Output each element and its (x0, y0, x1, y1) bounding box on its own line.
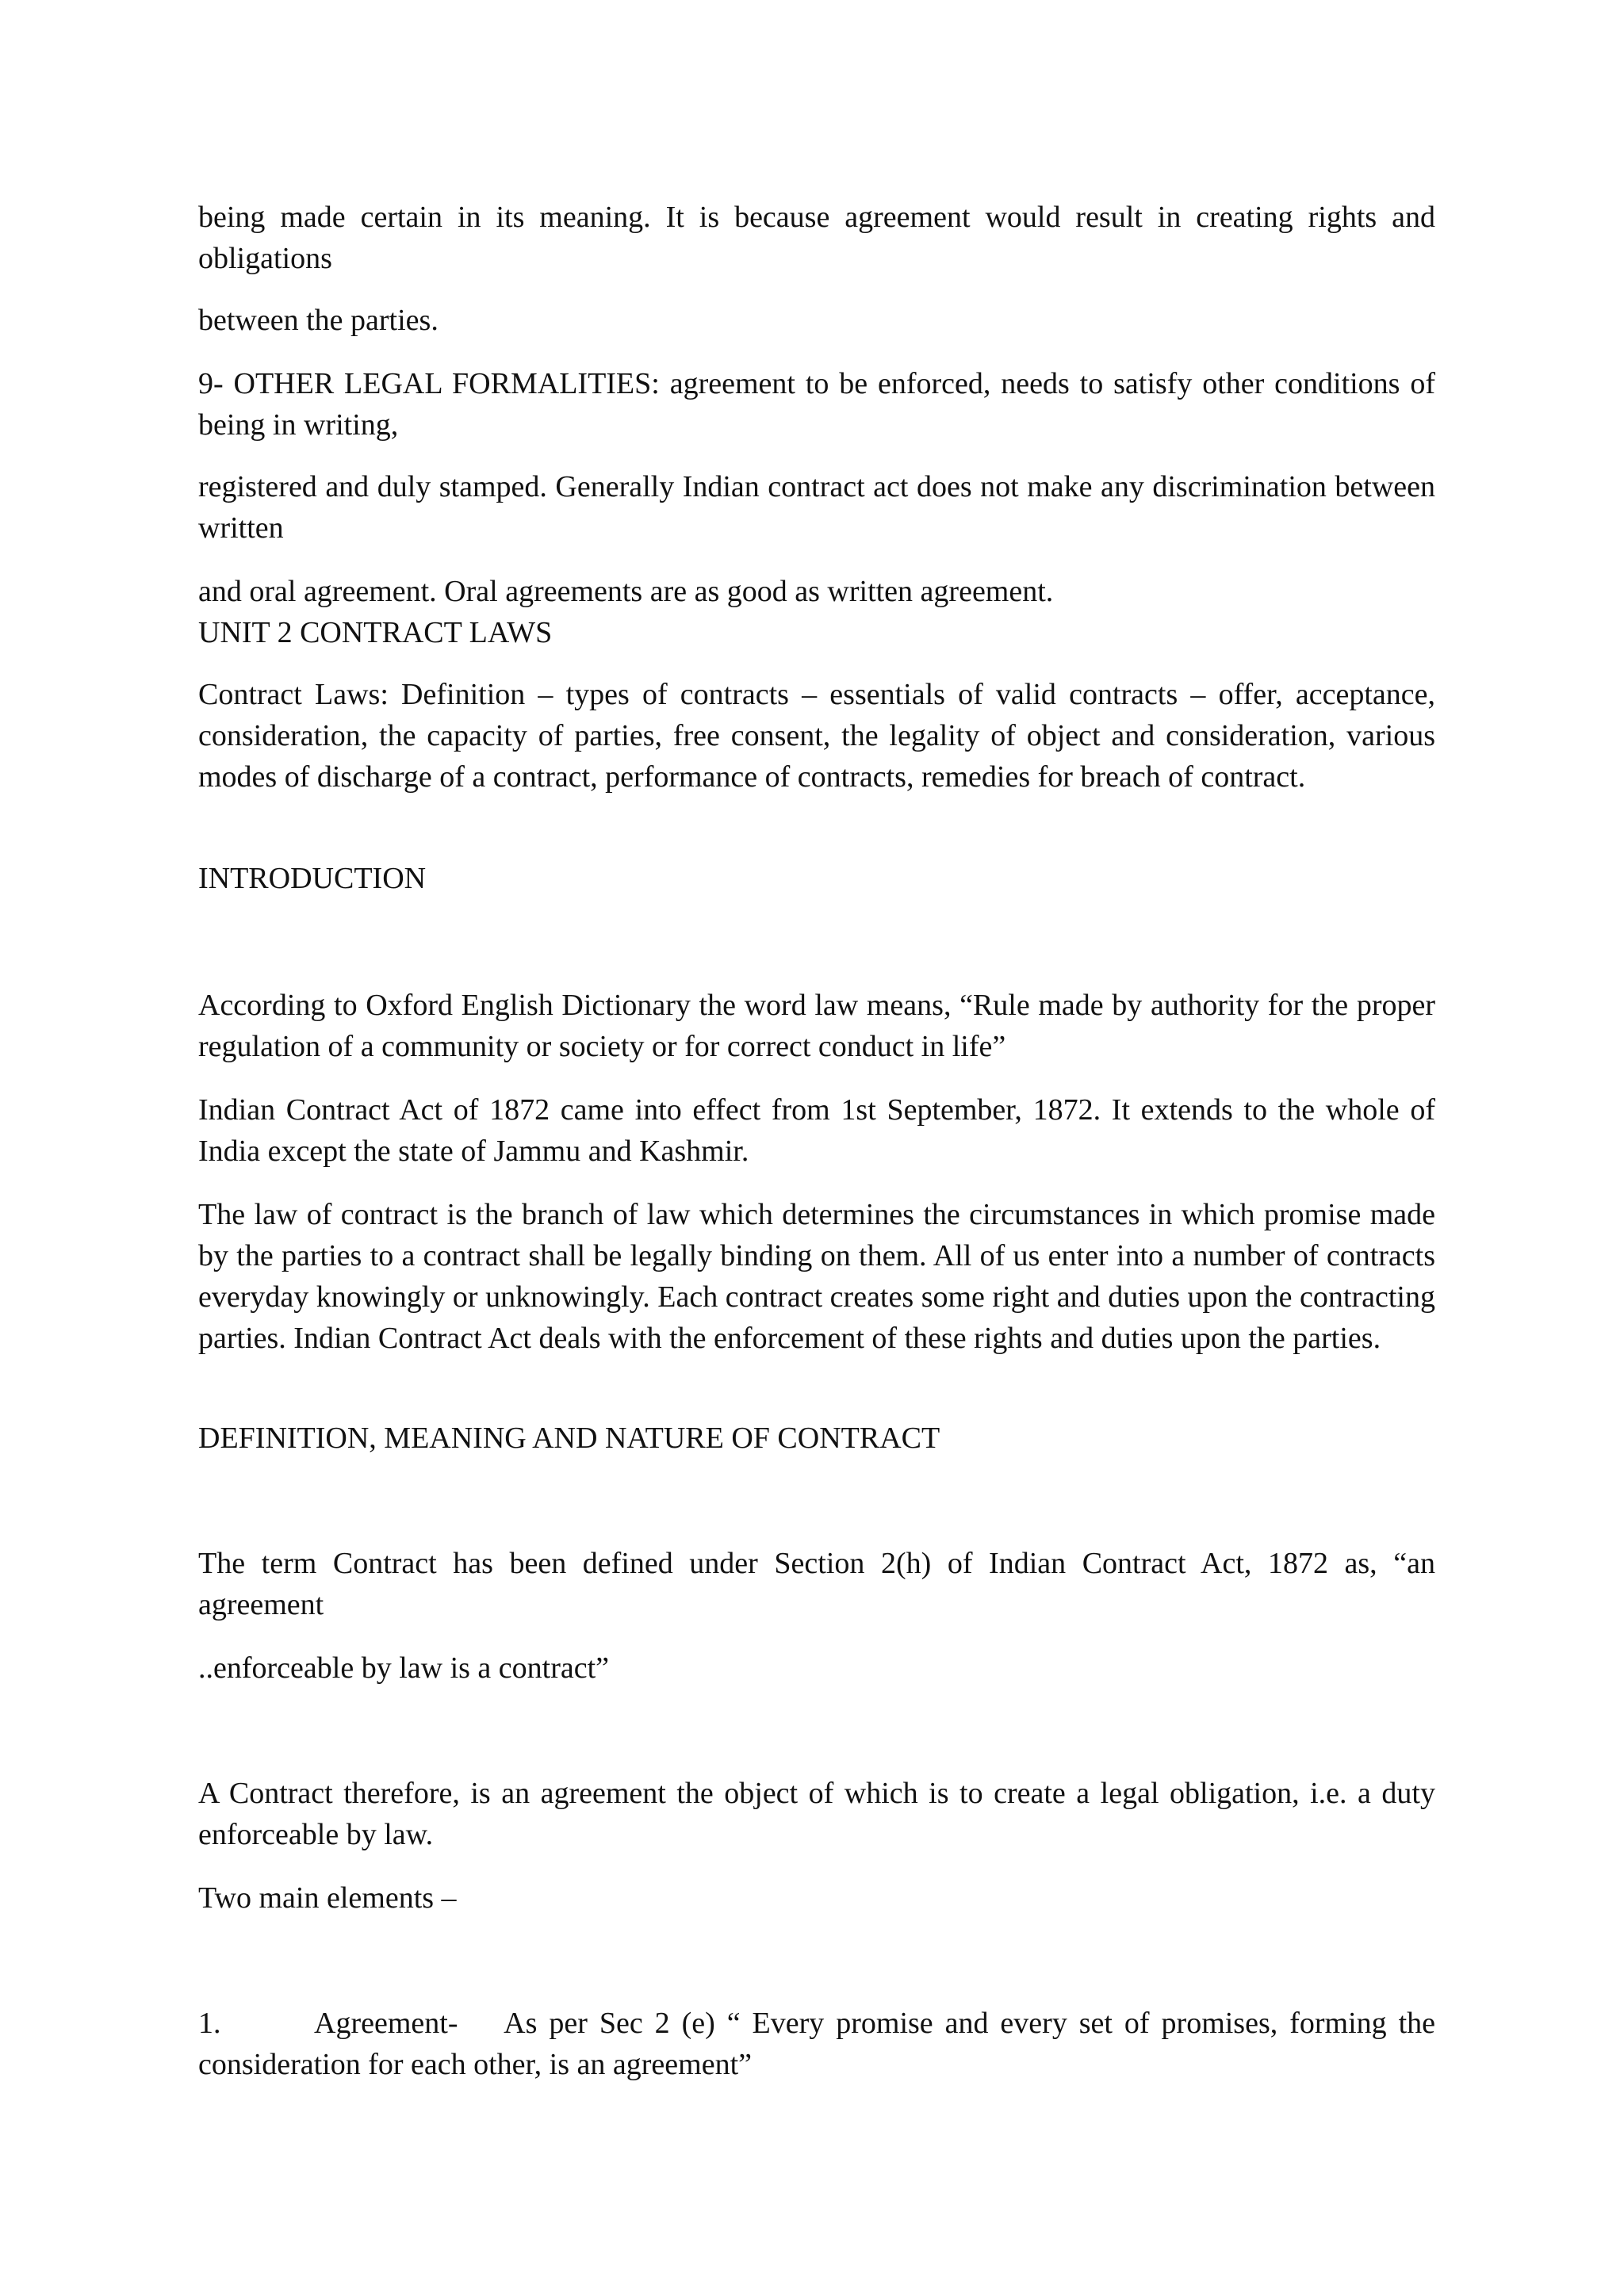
definition-heading: DEFINITION, MEANING AND NATURE OF CONTRACT (198, 1422, 940, 1455)
paragraph-registered-stamped: registered and duly stamped. Generally Indian contract act does not make any discrimination between written (198, 470, 1435, 545)
paragraph-indian-contract-act: Indian Contract Act of 1872 came into effect from 1st September, 1872. It extends to the whole of India except the state of Jammu and Kashmir. (198, 1093, 1435, 1168)
paragraph-two-main-elements: Two main elements – (198, 1881, 457, 1915)
paragraph-other-legal-formalities: 9- OTHER LEGAL FORMALITIES: agreement to be enforced, needs to satisfy other conditions of being in writing, (198, 367, 1435, 442)
paragraph-contract-laws-syllabus: Contract Laws: Definition – types of contracts – essentials of valid contracts – offer, acceptance, consideration, the capacity of parties, free consent, the legality of object and consideration, various modes of discharge of a contract, performance of contracts, remedies for breach of contract. (198, 678, 1435, 794)
paragraph-law-of-contract: The law of contract is the branch of law which determines the circumstances in which promise made by the parties to a contract shall be legally binding on them. All of us enter into a number of contracts everyday knowingly or unknowingly. Each contract creates some right and duties upon the contracting parties. Indian Contract Act deals with the enforcement of these rights and duties upon the parties. (198, 1198, 1435, 1355)
paragraph-between-parties: between the parties. (198, 304, 439, 337)
introduction-heading: INTRODUCTION (198, 862, 427, 895)
paragraph-oral-agreements: and oral agreement. Oral agreements are as good as written agreement. (198, 575, 1054, 608)
unit-heading: UNIT 2 CONTRACT LAWS (198, 616, 553, 649)
paragraph-oxford-definition: According to Oxford English Dictionary the word law means, “Rule made by authority for the proper regulation of a community or society or for correct conduct in life” (198, 989, 1435, 1063)
paragraph-contract-therefore: A Contract therefore, is an agreement the object of which is to create a legal obligation, i.e. a duty enforceable by law. (198, 1777, 1435, 1851)
paragraph-enforceable-by-law: ..enforceable by law is a contract” (198, 1651, 610, 1685)
paragraph-term-contract-definition: The term Contract has been defined under Section 2(h) of Indian Contract Act, 1872 as, “an agreement (198, 1547, 1435, 1621)
paragraph-agreement-definition: 1. Agreement- As per Sec 2 (e) “ Every promise and every set of promises, forming the consideration for each other, is an agreement” (198, 2007, 1443, 2081)
paragraph-certainty: being made certain in its meaning. It is because agreement would result in creating rights and obligations (198, 201, 1435, 275)
